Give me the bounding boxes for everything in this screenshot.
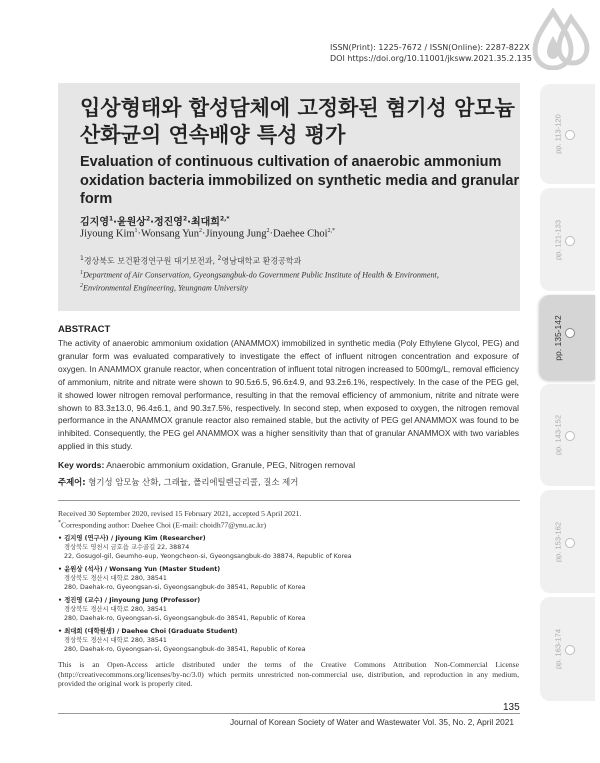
- affil-sup: 1: [80, 270, 83, 276]
- author-kor-sup: 2: [182, 215, 188, 223]
- author-separator: ·: [269, 228, 273, 240]
- author-detail-heading: • 김지영 (연구사) / Jiyoung Kim (Researcher): [58, 535, 206, 542]
- keywords-text: Anaerobic ammonium oxidation, Granule, PEG, Nitrogen removal: [104, 460, 356, 470]
- affil-sup: 2: [217, 255, 222, 262]
- abstract-text: The activity of anaerobic ammonium oxidation (ANAMMOX) immobilized in synthetic media (Poly Ethylene Glycol, PEG) and granular form was evaluated comparatively to investigate the effect of influent nitrogen concentration and exposure of oxygen. In ANAMMOX granule reactor, when concentration of influent total nitrogen increased to 500mg/L, removal efficiency of ammonium, nitrite and nitrate were shown to 90.5±6.5, 96.6±4.9, and 93.2±6.1%, respectively. In the case of the PEG gel, it showed lower nitrogen removal performance, resulting in that the removal efficiency of ammonium, nitrite and nitrate were shown to 83.3±13.0, 96.4±6.1, and 90.3±7.5%, respectively. In second step, when exposed to oxygen, the nitrogen removal performance in the ANAMMOX granule reactor also remained stable, but the activity of PEG gel ANAMMOX was found to be inhibited. Consequently, the PEG gel ANAMMOX was a higher sensitivity than that of granular ANAMMOX with two variables applied in this study.: [58, 338, 519, 452]
- affil-sup: 1: [80, 255, 84, 262]
- author-eng: Wonsang Yun: [141, 228, 200, 240]
- keywords-english: [58, 460, 355, 470]
- author-eng-sup: 1: [134, 228, 138, 234]
- author-detail-address-kor: 경상북도 경산시 대학로 280, 38541: [64, 574, 167, 582]
- side-tab-pp-113-120[interactable]: [540, 84, 595, 184]
- author-separator: ·: [137, 228, 142, 240]
- english-title: [80, 153, 520, 209]
- side-tab-label: pp. 143-152: [553, 414, 563, 456]
- author-detail-address-kor: 경상북도 경산시 대학로 280, 38541: [64, 636, 167, 644]
- author-detail-1: [58, 535, 352, 561]
- author-detail-3: [58, 597, 306, 623]
- author-separator: ·: [202, 228, 206, 240]
- author-detail-heading: • 윤원상 (석사) / Wonsang Yun (Master Student): [58, 566, 221, 573]
- corresponding-author: Corresponding author: Daehee Choi (E-mail: choidh77@ynu.ac.kr): [61, 520, 267, 530]
- english-title-line1: Evaluation of continuous cultivation of anaerobic ammonium: [80, 154, 502, 170]
- author-kor-sup: 1: [108, 215, 114, 223]
- author-detail-address-eng: 280, Daehak-ro, Gyeongsan-si, Gyeongsangbuk-do 38541, Republic of Korea: [64, 645, 306, 653]
- affil-eng-2: Environmental Engineering, Yeungnam University: [83, 283, 248, 293]
- side-tab-label: pp. 113-120: [553, 114, 563, 154]
- author-kor: 김지영: [80, 217, 109, 228]
- circle-icon: [565, 431, 575, 441]
- circle-icon: [565, 130, 575, 140]
- side-tab-label: pp. 153-162: [553, 521, 563, 562]
- side-tab-label: pp. 135-142: [553, 314, 563, 361]
- author-kor: 윤원상: [116, 217, 146, 228]
- journal-drop-logo-icon: [527, 8, 591, 70]
- author-eng: Jinyoung Jung: [205, 228, 267, 240]
- received-info: [58, 509, 301, 530]
- author-detail-heading: • 정진영 (교수) / Jinyoung Jung (Professor): [58, 597, 201, 604]
- keywords-label-korean: 주제어:: [58, 477, 86, 487]
- footer-divider: [58, 713, 520, 714]
- received-dates: Received 30 September 2020, revised 15 February 2021, accepted 5 April 2021.: [58, 509, 302, 518]
- doi-text: DOI https://doi.org/10.11001/jksww.2021.35.2.135: [330, 53, 532, 63]
- author-detail-address-kor: 경상북도 영천시 금호읍 교수골길 22, 38874: [64, 543, 190, 551]
- affiliation-korean: [80, 255, 301, 267]
- author-separator: ·: [187, 217, 191, 228]
- side-tab-pp-143-152[interactable]: [540, 384, 595, 486]
- journal-citation: Journal of Korean Society of Water and Wastewater Vol. 35, No. 2, April 2021: [230, 717, 514, 727]
- page-number: 135: [503, 702, 520, 713]
- keywords-label: Key words:: [58, 460, 105, 470]
- keywords-text-korean: 혐기성 암모늄 산화, 그래뉼, 폴리에틸렌글리콜, 질소 제거: [85, 477, 299, 487]
- side-tab-pp-135-142[interactable]: [540, 295, 595, 380]
- author-eng-sup: 2: [266, 228, 270, 234]
- section-divider: [58, 500, 520, 501]
- author-eng-sup: 2,*: [327, 228, 336, 234]
- side-tab-pp-121-133[interactable]: [540, 188, 595, 291]
- author-detail-heading: • 최대희 (대학원생) / Daehee Choi (Graduate Student): [58, 628, 238, 635]
- korean-title-line2: 산화균의 연속배양 특성 평가: [80, 123, 346, 147]
- corresponding-sup: *: [58, 519, 61, 526]
- affil-kor-2: 영남대학교 환경공학과: [221, 256, 302, 266]
- circle-icon: [565, 538, 575, 548]
- author-eng-sup: 2: [199, 228, 203, 234]
- author-detail-address-eng: 280, Daehak-ro, Gyeongsan-si, Gyeongsangbuk-do 38541, Republic of Korea: [64, 614, 306, 622]
- affil-sup: 2: [80, 283, 83, 290]
- circle-icon: [565, 236, 575, 246]
- side-tab-label: pp. 121-133: [553, 219, 563, 260]
- author-kor-sup: 2,*: [219, 215, 230, 223]
- author-detail-address-eng: 22, Gosugol-gil, Geumho-eup, Yeongcheon-si, Gyeongsangbuk-do 38874, Republic of Korea: [64, 552, 352, 560]
- author-kor: 정진영: [153, 217, 183, 228]
- side-tab-pp-153-162[interactable]: [540, 490, 595, 593]
- author-detail-address-eng: 280, Daehak-ro, Gyeongsan-si, Gyeongsangbuk-do 38541, Republic of Korea: [64, 583, 306, 591]
- author-kor-sup: 2: [145, 215, 151, 223]
- circle-icon: [565, 645, 575, 655]
- circle-icon: [565, 328, 575, 338]
- korean-title-line1: 입상형태와 합성담체에 고정화된 혐기성 암모늄: [80, 96, 515, 120]
- author-separator: ·: [113, 217, 117, 228]
- license-text: This is an Open-Access article distributed under the terms of the Creative Commons Attribution Non-Commercial License (http://creativecommons.org/licenses/by-nc/3.0) which permits unrestricted non-commercial use, distribution, and reproduction in any medium, provided the original work is properly cited.: [58, 660, 519, 688]
- side-tab-pp-163-174[interactable]: [540, 597, 595, 701]
- author-detail-address-kor: 경상북도 경산시 대학로 280, 38541: [64, 605, 167, 613]
- side-tab-label: pp. 163-174: [553, 628, 563, 670]
- issn-doi-block: [330, 43, 532, 64]
- english-title-line2: oxidation bacteria immobilized on synthetic media and granular form: [80, 172, 520, 207]
- affil-eng-1: Department of Air Conservation, Gyeongsangbuk-do Government Public Institute of Health & Environment,: [83, 270, 439, 280]
- author-eng: Jiyoung Kim: [80, 228, 135, 240]
- korean-title: [80, 95, 515, 149]
- issn-text: ISSN(Print): 1225-7672 / ISSN(Online): 2287-822X: [330, 43, 530, 52]
- author-detail-2: [58, 566, 306, 592]
- authors-english: [80, 228, 335, 240]
- affiliation-english: [80, 268, 439, 294]
- author-separator: ·: [150, 217, 154, 228]
- author-detail-4: [58, 628, 306, 654]
- authors-korean: [80, 213, 230, 228]
- abstract-heading: ABSTRACT: [58, 324, 111, 335]
- affil-kor-1: 경상북도 보건환경연구원 대기보전과,: [83, 256, 218, 266]
- author-kor: 최대희: [190, 217, 220, 228]
- keywords-korean: [58, 476, 298, 488]
- author-eng: Daehee Choi: [273, 228, 328, 240]
